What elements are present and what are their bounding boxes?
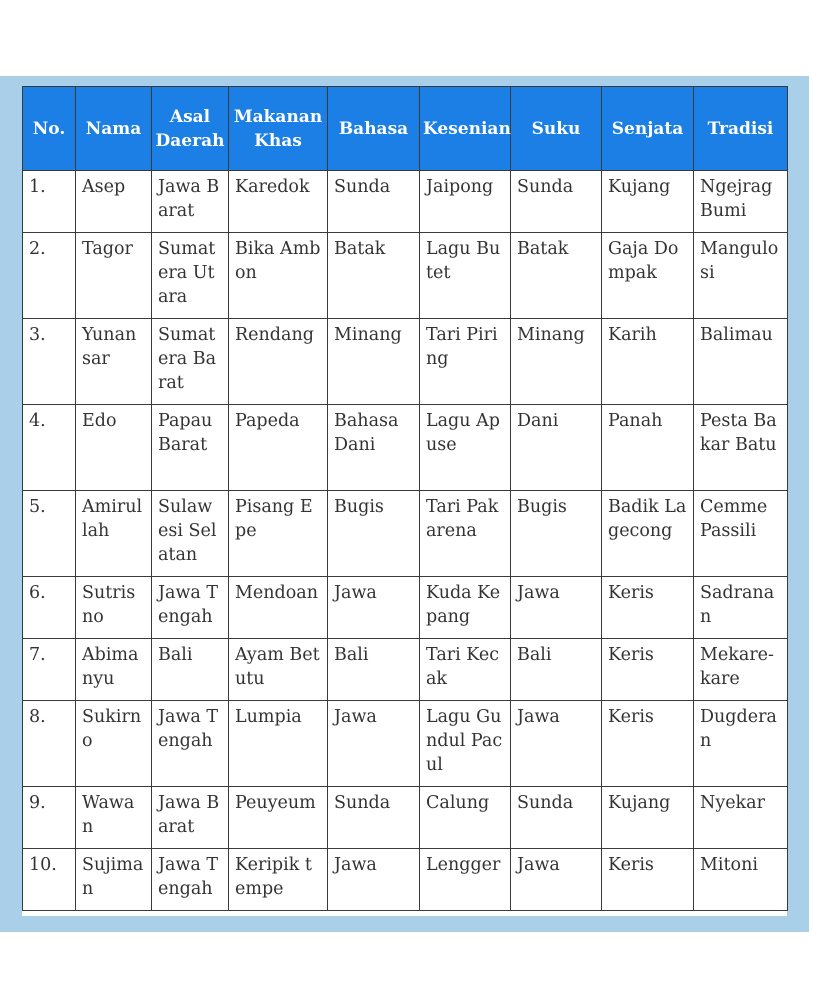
cell-nama: Sutrisno	[76, 577, 152, 639]
header-asal-daerah: Asal Daerah	[152, 87, 229, 171]
cell-no: 3.	[23, 319, 76, 405]
cell-no: 7.	[23, 639, 76, 701]
cell-tradisi: Balimau	[694, 319, 788, 405]
cell-asal-daerah: Bali	[152, 639, 229, 701]
table-row	[23, 491, 788, 577]
cell-tradisi: Cemme Passili	[694, 491, 788, 577]
cell-senjata: Kujang	[602, 171, 694, 233]
cell-nama: Asep	[76, 171, 152, 233]
header-bahasa: Bahasa	[328, 87, 420, 171]
table-row	[23, 701, 788, 787]
cell-makanan-khas: Bika Ambon	[229, 233, 328, 319]
cell-no: 5.	[23, 491, 76, 577]
cell-bahasa: Jawa	[328, 577, 420, 639]
cell-suku: Sunda	[511, 171, 602, 233]
cell-suku: Dani	[511, 405, 602, 491]
table-row	[23, 787, 788, 849]
cell-nama: Amirullah	[76, 491, 152, 577]
cell-bahasa: Bali	[328, 639, 420, 701]
cell-tradisi: Ngejrag Bumi	[694, 171, 788, 233]
cell-kesenian: Tari Pakarena	[420, 491, 511, 577]
cell-senjata: Keris	[602, 577, 694, 639]
table-row	[23, 319, 788, 405]
cell-suku: Bugis	[511, 491, 602, 577]
cell-kesenian: Tari Kecak	[420, 639, 511, 701]
cell-makanan-khas: Mendoan	[229, 577, 328, 639]
header-suku: Suku	[511, 87, 602, 171]
cell-asal-daerah: Jawa Tengah	[152, 701, 229, 787]
cell-no: 8.	[23, 701, 76, 787]
cell-kesenian: Lagu Butet	[420, 233, 511, 319]
cell-bahasa: Bugis	[328, 491, 420, 577]
table-row	[23, 577, 788, 639]
cell-makanan-khas: Keripik tempe	[229, 849, 328, 911]
cell-no: 6.	[23, 577, 76, 639]
cell-no: 10.	[23, 849, 76, 911]
header-nama: Nama	[76, 87, 152, 171]
cell-bahasa: Jawa	[328, 849, 420, 911]
cell-no: 9.	[23, 787, 76, 849]
header-tradisi: Tradisi	[694, 87, 788, 171]
cell-tradisi: Pesta Bakar Batu	[694, 405, 788, 491]
cell-kesenian: Kuda Kepang	[420, 577, 511, 639]
cell-makanan-khas: Ayam Betutu	[229, 639, 328, 701]
cell-nama: Abimanyu	[76, 639, 152, 701]
table-row	[23, 405, 788, 491]
cell-senjata: Kujang	[602, 787, 694, 849]
cell-kesenian: Lengger	[420, 849, 511, 911]
cell-kesenian: Tari Piring	[420, 319, 511, 405]
cell-senjata: Karih	[602, 319, 694, 405]
cell-makanan-khas: Pisang Epe	[229, 491, 328, 577]
cell-makanan-khas: Peuyeum	[229, 787, 328, 849]
cell-kesenian: Lagu Apuse	[420, 405, 511, 491]
cell-nama: Wawan	[76, 787, 152, 849]
cell-suku: Bali	[511, 639, 602, 701]
cell-nama: Yunansar	[76, 319, 152, 405]
cell-senjata: Panah	[602, 405, 694, 491]
table-row	[23, 233, 788, 319]
header-row	[23, 87, 788, 171]
cell-senjata: Badik Lagecong	[602, 491, 694, 577]
cell-senjata: Gaja Dompak	[602, 233, 694, 319]
cell-bahasa: Batak	[328, 233, 420, 319]
cell-nama: Sujiman	[76, 849, 152, 911]
header-senjata: Senjata	[602, 87, 694, 171]
cell-tradisi: Mangulosi	[694, 233, 788, 319]
cell-makanan-khas: Rendang	[229, 319, 328, 405]
cell-suku: Sunda	[511, 787, 602, 849]
cell-bahasa: Sunda	[328, 171, 420, 233]
cell-suku: Minang	[511, 319, 602, 405]
cell-asal-daerah: Papau Barat	[152, 405, 229, 491]
cell-kesenian: Calung	[420, 787, 511, 849]
cell-tradisi: Dugderan	[694, 701, 788, 787]
cell-asal-daerah: Sumatera Utara	[152, 233, 229, 319]
table-row	[23, 171, 788, 233]
cell-senjata: Keris	[602, 701, 694, 787]
cell-nama: Sukirno	[76, 701, 152, 787]
header-makanan-khas: Makanan Khas	[229, 87, 328, 171]
cell-kesenian: Lagu Gundul Pacul	[420, 701, 511, 787]
cell-tradisi: Nyekar	[694, 787, 788, 849]
cell-makanan-khas: Karedok	[229, 171, 328, 233]
cell-senjata: Keris	[602, 639, 694, 701]
cell-no: 1.	[23, 171, 76, 233]
cell-asal-daerah: Jawa Barat	[152, 787, 229, 849]
cell-makanan-khas: Papeda	[229, 405, 328, 491]
cell-nama: Tagor	[76, 233, 152, 319]
cell-no: 2.	[23, 233, 76, 319]
header-kesenian: Kesenian	[420, 87, 511, 171]
culture-table	[22, 86, 788, 911]
cell-bahasa: Minang	[328, 319, 420, 405]
cell-kesenian: Jaipong	[420, 171, 511, 233]
cell-suku: Jawa	[511, 849, 602, 911]
cell-asal-daerah: Sumatera Barat	[152, 319, 229, 405]
cell-suku: Jawa	[511, 701, 602, 787]
header-no: No.	[23, 87, 76, 171]
cell-nama: Edo	[76, 405, 152, 491]
cell-asal-daerah: Jawa Tengah	[152, 849, 229, 911]
table-row	[23, 639, 788, 701]
cell-tradisi: Mitoni	[694, 849, 788, 911]
cell-bahasa: Bahasa Dani	[328, 405, 420, 491]
cell-suku: Jawa	[511, 577, 602, 639]
cell-makanan-khas: Lumpia	[229, 701, 328, 787]
cell-senjata: Keris	[602, 849, 694, 911]
table-row	[23, 849, 788, 911]
cell-bahasa: Jawa	[328, 701, 420, 787]
cell-asal-daerah: Jawa Barat	[152, 171, 229, 233]
cell-bahasa: Sunda	[328, 787, 420, 849]
cell-tradisi: Sadranan	[694, 577, 788, 639]
cell-suku: Batak	[511, 233, 602, 319]
cell-asal-daerah: Sulawesi Selatan	[152, 491, 229, 577]
cell-asal-daerah: Jawa Tengah	[152, 577, 229, 639]
cell-tradisi: Mekare-kare	[694, 639, 788, 701]
cell-no: 4.	[23, 405, 76, 491]
